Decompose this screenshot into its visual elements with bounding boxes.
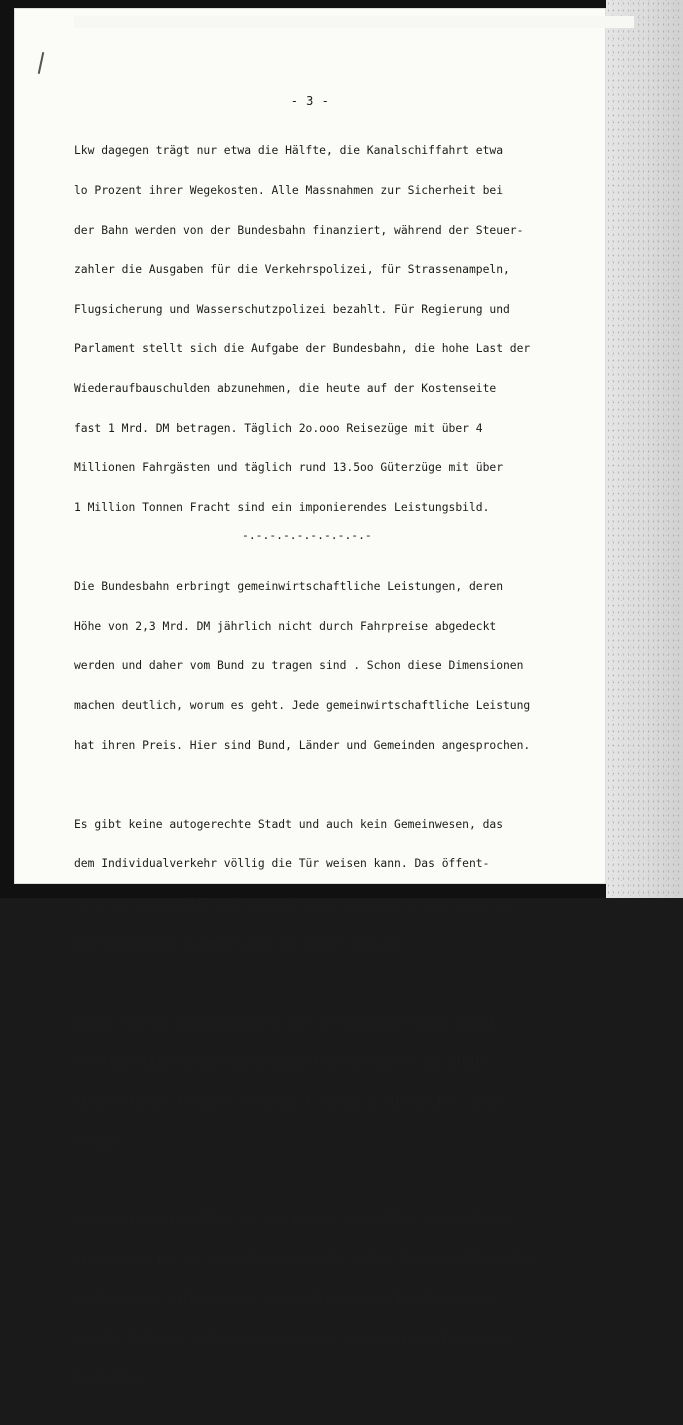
text-line: der Bahn werden von der Bundesbahn finanziert, während der Steuer- [74, 222, 524, 237]
text-line: zahler die Ausgaben für die Verkehrspolizei, für Strassenampeln, [74, 262, 510, 277]
text-line: hat ihren Preis. Hier sind Bund, Länder und Gemeinden angesprochen. [74, 737, 531, 752]
text-line: lo Prozent ihrer Wegekosten. Alle Massnahmen zur Sicherheit bei [74, 183, 504, 198]
text-line: schaftspolitischen Bereich angepackt und geleistet. Es bleibt [74, 1054, 490, 1069]
page-number: - 3 - [290, 94, 330, 108]
text-line: Lkw dagegen trägt nur etwa die Hälfte, die Kanalschiffahrt etwa [74, 143, 504, 158]
text-line: Voraussetzung für alles ist der Friede. Wir wollen ihn erhalten, [74, 1212, 510, 1227]
text-line: Wiederaufbauschulden abzunehmen, die heute auf der Kostenseite [74, 381, 497, 396]
body-text [74, 118, 594, 1425]
margin-pencil-mark [38, 52, 45, 74]
document-page [14, 8, 606, 1386]
text-line: und Städten das zu geben, was der Bürger braucht. [74, 935, 408, 950]
text-line: werden und daher vom Bund zu tragen sind . Schon diese Dimensionen [74, 658, 524, 673]
text-line: fast 1 Mrd. DM betragen. Täglich 2o.ooo Reisezüge mit über 4 [74, 420, 483, 435]
text-line: Millionen Fahrgästen und täglich rund 13.5oo Güterzüge mit über [74, 460, 504, 475]
paragraph-4 [74, 989, 594, 1174]
text-line: sichern und ihm ein menschliches Gesicht geben. Die sozial-liberale [74, 1252, 531, 1267]
paragraph-1 [74, 118, 594, 541]
text-line: und der Reformen im Bewusstsein unserer Verantwortung konsequent [74, 1331, 510, 1346]
paragraph-2 [74, 554, 594, 778]
text-line: fortsetzen. [74, 1371, 149, 1386]
text-line: Koalition hat sich bewährt. Wir werden den Weg der Entspannung [74, 1292, 497, 1307]
paragraph-5 [74, 1187, 594, 1411]
text-line: liche Verkehrsmittel aber braucht jenen Vorrang, um den Gemeinden [74, 895, 517, 910]
text-line: Parlament stellt sich die Aufgabe der Bundesbahn, die hohe Last der [74, 341, 531, 356]
paragraph-3 [74, 791, 594, 976]
text-line: Vieles hat die Bundesregierung auch in diesem wichtigen gesell- [74, 1014, 504, 1029]
text-line: Flugsicherung und Wasserschutzpolizei bezahlt. Für Regierung und [74, 301, 510, 316]
text-line: Die Bundesbahn erbringt gemeinwirtschaftliche Leistungen, deren [74, 579, 504, 594]
text-line: füllen. [74, 1133, 122, 1148]
page-top-edge [74, 16, 634, 28]
text-line: dem Individualverkehr völlig die Tür weisen kann. Das öffent- [74, 856, 490, 871]
text-line: Es gibt keine autogerechte Stadt und auch kein Gemeinwesen, das [74, 816, 504, 831]
text-line: 1 Million Tonnen Fracht sind ein imponierendes Leistungsbild. [74, 499, 490, 514]
text-line: eine Fülle von Aufgaben, um unser Programm in diesem Jahr zu er- [74, 1093, 510, 1108]
text-line: machen deutlich, worum es geht. Jede gemeinwirtschaftliche Leistung [74, 697, 531, 712]
scan-margin-noise [606, 0, 683, 898]
end-separator: -.-.-.-.-.-.-.-.-.- [242, 528, 372, 542]
text-line: Höhe von 2,3 Mrd. DM jährlich nicht durch Fahrpreise abgedeckt [74, 618, 497, 633]
